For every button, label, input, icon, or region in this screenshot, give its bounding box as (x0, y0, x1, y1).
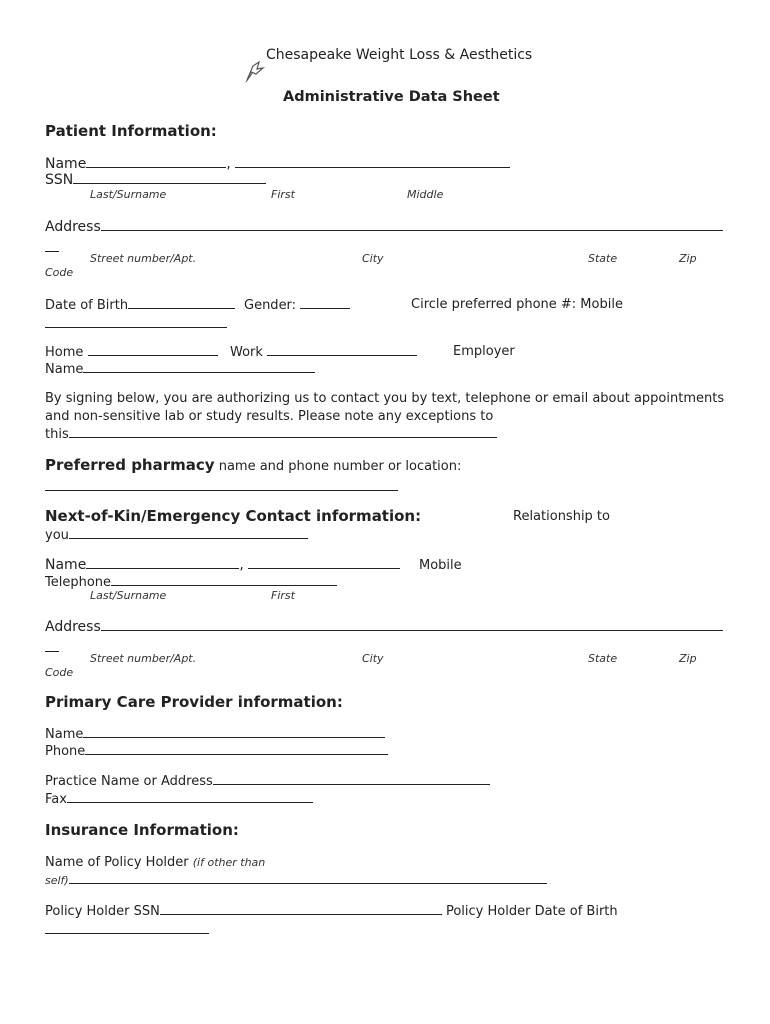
name-label: Name (45, 156, 87, 172)
kin-address-overflow-line (45, 640, 59, 656)
policy-dob-field-wrap (45, 922, 209, 938)
relationship-you: you (45, 528, 69, 543)
pcp-phone-field[interactable] (85, 743, 388, 755)
policy-dob-label: Policy Holder Date of Birth (445, 904, 618, 919)
kin-address-hint-city: City (362, 652, 384, 665)
employer-name-label: Name (45, 362, 84, 377)
pharmacy-field-wrap (45, 479, 398, 495)
pcp-fax-row (45, 791, 313, 807)
pharmacy-field[interactable] (45, 479, 398, 491)
address-row (45, 219, 723, 235)
home-phone-field[interactable] (88, 344, 218, 356)
gender-label: Gender: (244, 298, 297, 313)
employer-label: Employer (453, 344, 515, 359)
pcp-name-field[interactable] (83, 726, 385, 738)
kin-telephone-field[interactable] (111, 574, 337, 586)
address-label: Address (45, 219, 101, 235)
org-name: Chesapeake Weight Loss & Aesthetics (266, 47, 533, 63)
pharmacy-row (45, 456, 461, 474)
kin-name-hint-last: Last/Surname (90, 589, 167, 602)
address-hint-code: Code (45, 266, 74, 279)
last-name-field[interactable] (86, 156, 226, 168)
ssn-field[interactable] (73, 172, 266, 184)
relationship-field[interactable] (69, 527, 308, 539)
kin-address-row (45, 619, 723, 635)
policy-holder-label: Name of Policy Holder (45, 855, 189, 870)
consent-this: this (45, 427, 69, 442)
name-separator: , (226, 156, 231, 172)
gender-row (244, 297, 350, 313)
kin-address-hint-code: Code (45, 666, 74, 679)
address-field[interactable] (101, 219, 723, 231)
pharmacy-heading: Preferred pharmacy (45, 456, 215, 474)
name-hint-first: First (271, 188, 295, 201)
kin-name-hint-first: First (271, 589, 295, 602)
work-label: Work (230, 345, 263, 360)
policy-holder-row (45, 855, 265, 870)
kin-name-row (45, 557, 400, 573)
mobile-phone-field-wrap (45, 316, 227, 332)
address-hint-city: City (362, 252, 384, 265)
policy-dob-field[interactable] (45, 922, 209, 934)
exceptions-field[interactable] (69, 426, 497, 438)
kin-last-name-field[interactable] (86, 557, 239, 569)
kin-address-hint-street: Street number/Apt. (90, 652, 197, 665)
consent-line-2: and non-sensitive lab or study results. Please note any exceptions to (45, 409, 494, 424)
dob-row (45, 297, 235, 313)
kin-telephone-label: Telephone (45, 575, 112, 590)
policy-holder-field[interactable] (69, 872, 547, 884)
work-phone-row (230, 344, 417, 360)
ssn-label: SSN (45, 172, 74, 188)
kin-first-name-field[interactable] (248, 557, 400, 569)
policy-ssn-label: Policy Holder SSN (45, 904, 160, 919)
dob-field[interactable] (128, 297, 235, 309)
name-hint-middle: Middle (407, 188, 444, 201)
pcp-heading: Primary Care Provider information: (45, 693, 343, 711)
kin-address-hint-state: State (588, 652, 618, 665)
pcp-phone-label: Phone (45, 744, 86, 759)
employer-name-field[interactable] (83, 361, 315, 373)
kin-telephone-row (45, 574, 337, 590)
policy-ssn-field[interactable] (160, 903, 442, 915)
policy-holder-self: self) (45, 874, 69, 887)
address-hint-street: Street number/Apt. (90, 252, 197, 265)
dob-label: Date of Birth (45, 298, 129, 313)
patient-heading: Patient Information: (45, 122, 217, 140)
pcp-practice-row (45, 773, 490, 789)
address-overflow-line (45, 240, 59, 256)
consent-line-3 (45, 426, 497, 442)
consent-line-1: By signing below, you are authorizing us to contact you by text, telephone or email about appointments (45, 391, 725, 406)
kin-name-label: Name (45, 557, 87, 573)
kin-address-hint-zip: Zip (679, 652, 697, 665)
name-hint-last: Last/Surname (90, 188, 167, 201)
kin-heading: Next-of-Kin/Emergency Contact information: (45, 507, 422, 525)
gender-field[interactable] (300, 297, 350, 309)
mobile-phone-field[interactable] (45, 316, 227, 328)
policy-holder-field-row (45, 872, 547, 888)
address-hint-state: State (588, 252, 618, 265)
pcp-name-row (45, 726, 385, 742)
kin-mobile-label: Mobile (419, 558, 462, 573)
employer-name-row (45, 361, 315, 377)
pcp-fax-label: Fax (45, 792, 67, 807)
work-phone-field[interactable] (267, 344, 417, 356)
home-label: Home (45, 345, 84, 360)
pcp-phone-row (45, 743, 388, 759)
pharmacy-sub: name and phone number or location: (218, 459, 462, 474)
kin-name-separator: , (239, 557, 244, 573)
first-middle-name-field[interactable] (235, 156, 510, 168)
home-phone-row (45, 344, 218, 360)
ssn-row (45, 172, 266, 188)
page-title: Administrative Data Sheet (283, 89, 500, 105)
butterfly-icon (243, 60, 267, 84)
pcp-name-label: Name (45, 727, 84, 742)
pcp-practice-field[interactable] (213, 773, 490, 785)
policy-holder-hint: (if other than (192, 856, 266, 869)
relationship-label: Relationship to (513, 509, 610, 524)
relationship-row (45, 527, 308, 543)
insurance-heading: Insurance Information: (45, 821, 239, 839)
pcp-practice-label: Practice Name or Address (45, 774, 213, 789)
pcp-fax-field[interactable] (67, 791, 313, 803)
phone-preference-label: Circle preferred phone #: Mobile (411, 297, 623, 312)
patient-name-row (45, 156, 510, 172)
address-hint-zip: Zip (679, 252, 697, 265)
policy-ssn-row (45, 903, 618, 919)
kin-address-label: Address (45, 619, 101, 635)
kin-address-field[interactable] (101, 619, 723, 631)
